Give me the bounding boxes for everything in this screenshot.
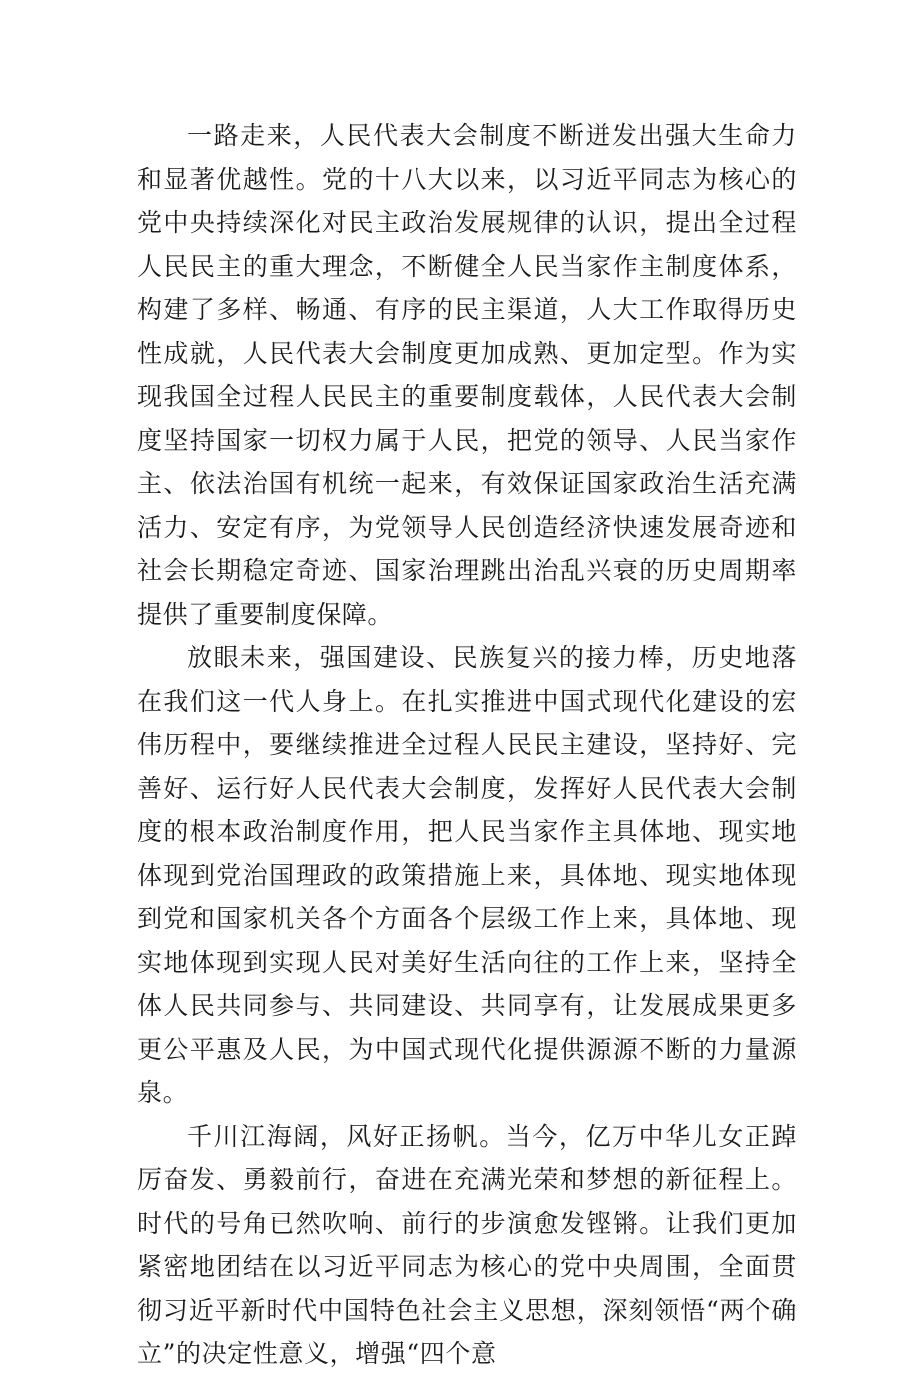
document-body: [137, 114, 797, 1376]
paragraph-1: 一路走来，人民代表大会制度不断迸发出强大生命力和显著优越性。党的十八大以来，以习近平同志为核心的党中央持续深化对民主政治发展规律的认识，提出全过程人民民主的重大理念，不断健全人民当家作主制度体系，构建了多样、畅通、有序的民主渠道，人大工作取得历史性成就，人民代表大会制度更加成熟、更加定型。作为实现我国全过程人民民主的重要制度载体，人民代表大会制度坚持国家一切权力属于人民，把党的领导、人民当家作主、依法治国有机统一起来，有效保证国家政治生活充满活力、安定有序，为党领导人民创造经济快速发展奇迹和社会长期稳定奇迹、国家治理跳出治乱兴衰的历史周期率提供了重要制度保障。: [137, 121, 797, 629]
paragraph-2: 放眼未来，强国建设、民族复兴的接力棒，历史地落在我们这一代人身上。在扎实推进中国式现代化建设的宏伟历程中，要继续推进全过程人民民主建设，坚持好、完善好、运行好人民代表大会制度，发挥好人民代表大会制度的根本政治制度作用，把人民当家作主具体地、现实地体现到党治国理政的政策措施上来，具体地、现实地体现到党和国家机关各个方面各个层级工作上来，具体地、现实地体现到实现人民对美好生活向往的工作上来，坚持全体人民共同参与、共同建设、共同享有，让发展成果更多更公平惠及人民，为中国式现代化提供源源不断的力量源泉。: [137, 643, 797, 1107]
paragraph-3: 千川江海阔，风好正扬帆。当今，亿万中华儿女正踔厉奋发、勇毅前行，奋进在充满光荣和梦想的新征程上。时代的号角已然吹响、前行的步演愈发铿锵。让我们更加紧密地团结在以习近平同志为核心的党中央周围，全面贯彻习近平新时代中国特色社会主义思想，深刻领悟“两个确立”的决定性意义，增强“四个意: [137, 1121, 797, 1368]
